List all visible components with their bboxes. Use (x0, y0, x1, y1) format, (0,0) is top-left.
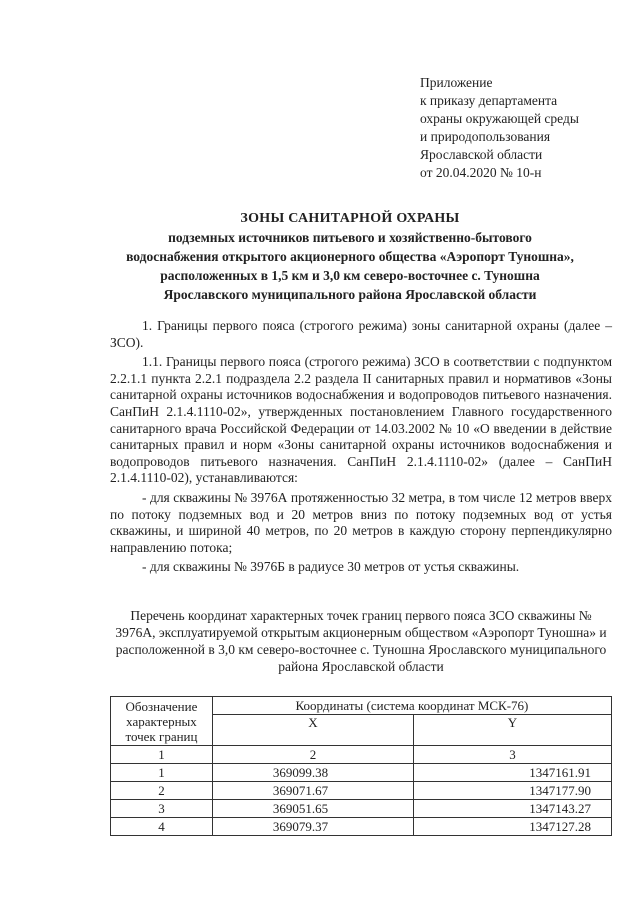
title-line: Ярославского муниципального района Ярославской области (163, 287, 537, 302)
appendix-line: Приложение (420, 75, 493, 90)
cell-point: 3 (111, 800, 213, 818)
header-x: X (212, 715, 413, 746)
paragraph-1: 1. Границы первого пояса (строгого режима) зоны санитарной охраны (далее – ЗСО). (110, 318, 612, 350)
cell-x: 369051.65 (212, 800, 413, 818)
header-coords-label: Координаты (система координат МСК-76) (212, 697, 611, 715)
cell-point: 4 (111, 818, 213, 836)
cell-point: 2 (111, 782, 213, 800)
document-title (90, 209, 610, 304)
table-row (111, 800, 612, 818)
cell-point: 1 (111, 764, 213, 782)
coordinates-list-title: Перечень координат характерных точек границ первого пояса ЗСО скважины № 3976А, эксплуатируемой открытым акционерным обществом «Аэропорт Туношна» и расположенной в 3,0 км северо-восточнее с. Туношна Ярославского муниципального района Ярославской области (115, 608, 607, 674)
cell-y: 1347161.91 (413, 764, 611, 782)
cell-y: 1347143.27 (413, 800, 611, 818)
header-y: Y (413, 715, 611, 746)
paragraph-well-3976a: - для скважины № 3976А протяженностью 32 метра, в том числе 12 метров вверх по потоку подземных вод и 20 метров вниз по потоку подземных вод от устья скважины, и шириной 40 метров, по 20 метров в каждую сторону перпендикулярно направлению потока; (110, 489, 612, 555)
body-text (110, 318, 612, 579)
cell-x: 369071.67 (212, 782, 413, 800)
appendix-line: к приказу департамента (420, 93, 558, 108)
col-number: 2 (212, 746, 413, 764)
appendix-line: и природопользования (420, 129, 551, 144)
col-number: 3 (413, 746, 611, 764)
appendix-line: Ярославской области (420, 147, 543, 162)
title-line: водоснабжения открытого акционерного общества «Аэропорт Туношна», (126, 249, 574, 264)
cell-x: 369099.38 (212, 764, 413, 782)
paragraph-well-3976b: - для скважины № 3976Б в радиусе 30 метров от устья скважины. (142, 559, 520, 575)
table-number-row (111, 746, 612, 764)
table-row (111, 818, 612, 836)
cell-x: 369079.37 (212, 818, 413, 836)
header-point-label: Обозначение характерных точек границ (111, 697, 213, 746)
coordinates-table (110, 696, 612, 836)
col-number: 1 (111, 746, 213, 764)
title-line: расположенных в 1,5 км и 3,0 км северо-восточнее с. Туношна (160, 268, 540, 283)
cell-y: 1347177.90 (413, 782, 611, 800)
table-row (111, 782, 612, 800)
appendix-block (420, 74, 630, 182)
cell-y: 1347127.28 (413, 818, 611, 836)
paragraph-1-1: 1.1. Границы первого пояса (строгого режима) ЗСО в соответствии с подпунктом 2.2.1.1 пункта 2.2.1 подраздела 2.2 раздела II санитарных правил и нормативов «Зоны санитарной охраны источников водоснабжения и водопроводов питьевого назначения. СанПиН 2.1.4.1110-02», утвержденных постановлением Главного государственного санитарного врача Российской Федерации от 14.03.2002 № 10 «О введении в действие санитарных правил и норм «Зоны санитарной охраны источников водоснабжения и водопроводов питьевого назначения. СанПиН 2.1.4.1110-02» (далее – СанПиН 2.1.4.1110-02), устанавливаются: (110, 354, 612, 486)
title-main: ЗОНЫ САНИТАРНОЙ ОХРАНЫ (240, 211, 460, 226)
appendix-line: охраны окружающей среды (420, 111, 579, 126)
table-header-row (111, 697, 612, 715)
table-row (111, 764, 612, 782)
appendix-line: от 20.04.2020 № 10-н (420, 165, 542, 180)
title-line: подземных источников питьевого и хозяйственно-бытового (168, 230, 532, 245)
